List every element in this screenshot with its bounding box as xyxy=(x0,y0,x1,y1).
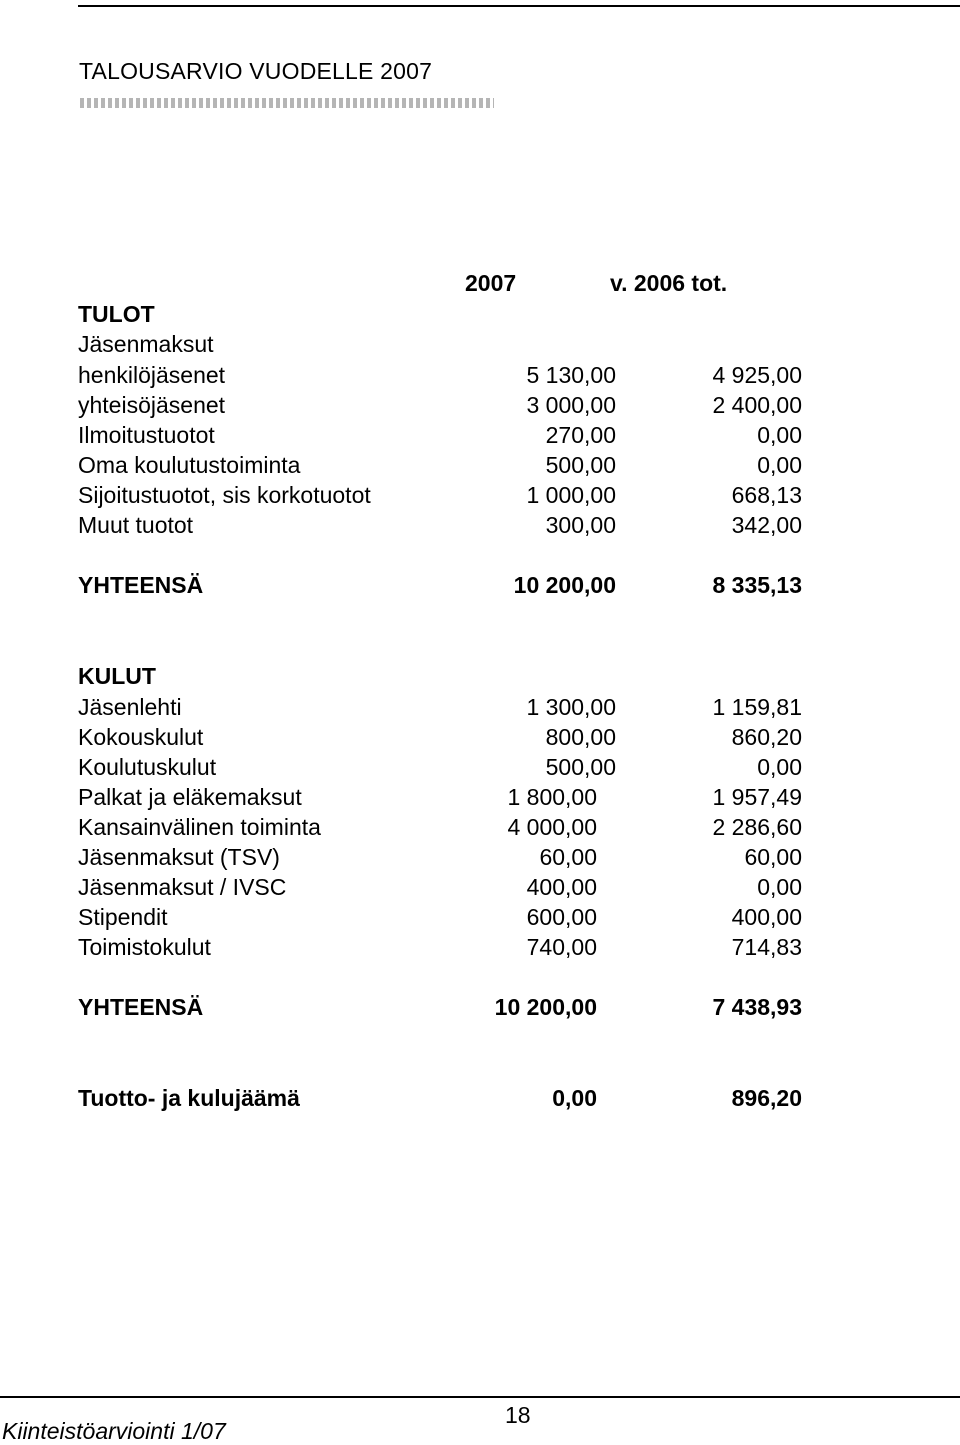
row-label: Sijoitustuotot, sis korkotuotot xyxy=(78,482,371,508)
title-underline-decoration xyxy=(80,98,494,108)
table-row xyxy=(78,812,802,842)
row-value-2006: 342,00 xyxy=(731,512,802,538)
total-label: YHTEENSÄ xyxy=(78,572,204,598)
row-value-2007: 800,00 xyxy=(545,724,616,750)
row-value-2006: 2 286,60 xyxy=(712,814,802,840)
row-value-2007: 500,00 xyxy=(545,754,616,780)
row-value-2007: 3 000,00 xyxy=(526,392,616,418)
row-label: Palkat ja eläkemaksut xyxy=(78,784,302,810)
row-label: Jäsenmaksut / IVSC xyxy=(78,874,287,900)
table-row xyxy=(78,872,802,902)
table-row xyxy=(78,902,802,932)
row-label: Toimistokulut xyxy=(78,934,211,960)
section-heading-tulot xyxy=(78,299,802,329)
column-header-2006: v. 2006 tot. xyxy=(610,270,728,296)
row-value-2007: 270,00 xyxy=(545,422,616,448)
top-rule xyxy=(78,5,960,7)
row-label: Kansainvälinen toiminta xyxy=(78,814,321,840)
row-label: henkilöjäsenet xyxy=(78,362,226,388)
result-label: Tuotto- ja kulujäämä xyxy=(78,1085,300,1111)
row-label: yhteisöjäsenet xyxy=(78,392,226,418)
page-number: 18 xyxy=(505,1402,531,1428)
result-row xyxy=(78,1083,802,1113)
table-row xyxy=(78,842,802,872)
row-value-2006: 2 400,00 xyxy=(712,392,802,418)
row-label: Koulutuskulut xyxy=(78,754,217,780)
table-row xyxy=(78,420,802,450)
result-value-2007: 0,00 xyxy=(552,1085,597,1111)
tulot-total-row xyxy=(78,570,802,600)
total-value-2007: 10 200,00 xyxy=(513,572,616,598)
row-label: Jäsenlehti xyxy=(78,694,182,720)
table-row xyxy=(78,450,802,480)
column-header-2007: 2007 xyxy=(465,270,517,296)
row-value-2006: 668,13 xyxy=(731,482,802,508)
publication-name: Kiinteistöarviointi 1/07 xyxy=(2,1418,226,1444)
row-value-2006: 714,83 xyxy=(731,934,802,960)
table-row xyxy=(78,932,802,962)
section-heading-label: KULUT xyxy=(78,663,156,689)
total-value-2006: 8 335,13 xyxy=(712,572,802,598)
total-label: YHTEENSÄ xyxy=(78,994,204,1020)
row-label: Ilmoitustuotot xyxy=(78,422,215,448)
row-value-2006: 0,00 xyxy=(757,874,802,900)
row-value-2007: 1 000,00 xyxy=(526,482,616,508)
total-value-2007: 10 200,00 xyxy=(494,994,597,1020)
row-label: Jäsenmaksut (TSV) xyxy=(78,844,280,870)
row-label: Muut tuotot xyxy=(78,512,194,538)
row-value-2006: 60,00 xyxy=(744,844,802,870)
table-row xyxy=(78,390,802,420)
row-value-2006: 1 957,49 xyxy=(712,784,802,810)
row-value-2007: 300,00 xyxy=(545,512,616,538)
row-value-2007: 600,00 xyxy=(526,904,597,930)
row-label: Kokouskulut xyxy=(78,724,204,750)
row-value-2007: 4 000,00 xyxy=(507,814,597,840)
page-title: TALOUSARVIO VUODELLE 2007 xyxy=(79,58,433,84)
group-heading-jasenmaksut xyxy=(78,329,802,359)
row-value-2007: 5 130,00 xyxy=(526,362,616,388)
table-row xyxy=(78,782,802,812)
table-row xyxy=(78,360,802,390)
group-heading-label: Jäsenmaksut xyxy=(78,331,214,357)
row-value-2006: 860,20 xyxy=(731,724,802,750)
section-heading-kulut xyxy=(78,661,802,691)
row-value-2007: 60,00 xyxy=(539,844,597,870)
table-row xyxy=(78,692,802,722)
table-row xyxy=(78,510,802,540)
row-value-2006: 4 925,00 xyxy=(712,362,802,388)
row-label: Stipendit xyxy=(78,904,168,930)
row-label: Oma koulutustoiminta xyxy=(78,452,301,478)
result-value-2006: 896,20 xyxy=(731,1085,802,1111)
table-row xyxy=(78,480,802,510)
row-value-2007: 740,00 xyxy=(526,934,597,960)
row-value-2007: 500,00 xyxy=(545,452,616,478)
row-value-2006: 1 159,81 xyxy=(712,694,802,720)
row-value-2006: 0,00 xyxy=(757,754,802,780)
row-value-2007: 1 800,00 xyxy=(507,784,597,810)
row-value-2007: 1 300,00 xyxy=(526,694,616,720)
footer-rule xyxy=(0,1396,960,1398)
row-value-2006: 0,00 xyxy=(757,422,802,448)
total-value-2006: 7 438,93 xyxy=(712,994,802,1020)
row-value-2006: 0,00 xyxy=(757,452,802,478)
section-heading-label: TULOT xyxy=(78,301,155,327)
row-value-2007: 400,00 xyxy=(526,874,597,900)
table-row xyxy=(78,752,802,782)
row-value-2006: 400,00 xyxy=(731,904,802,930)
kulut-total-row xyxy=(78,992,802,1022)
table-row xyxy=(78,722,802,752)
